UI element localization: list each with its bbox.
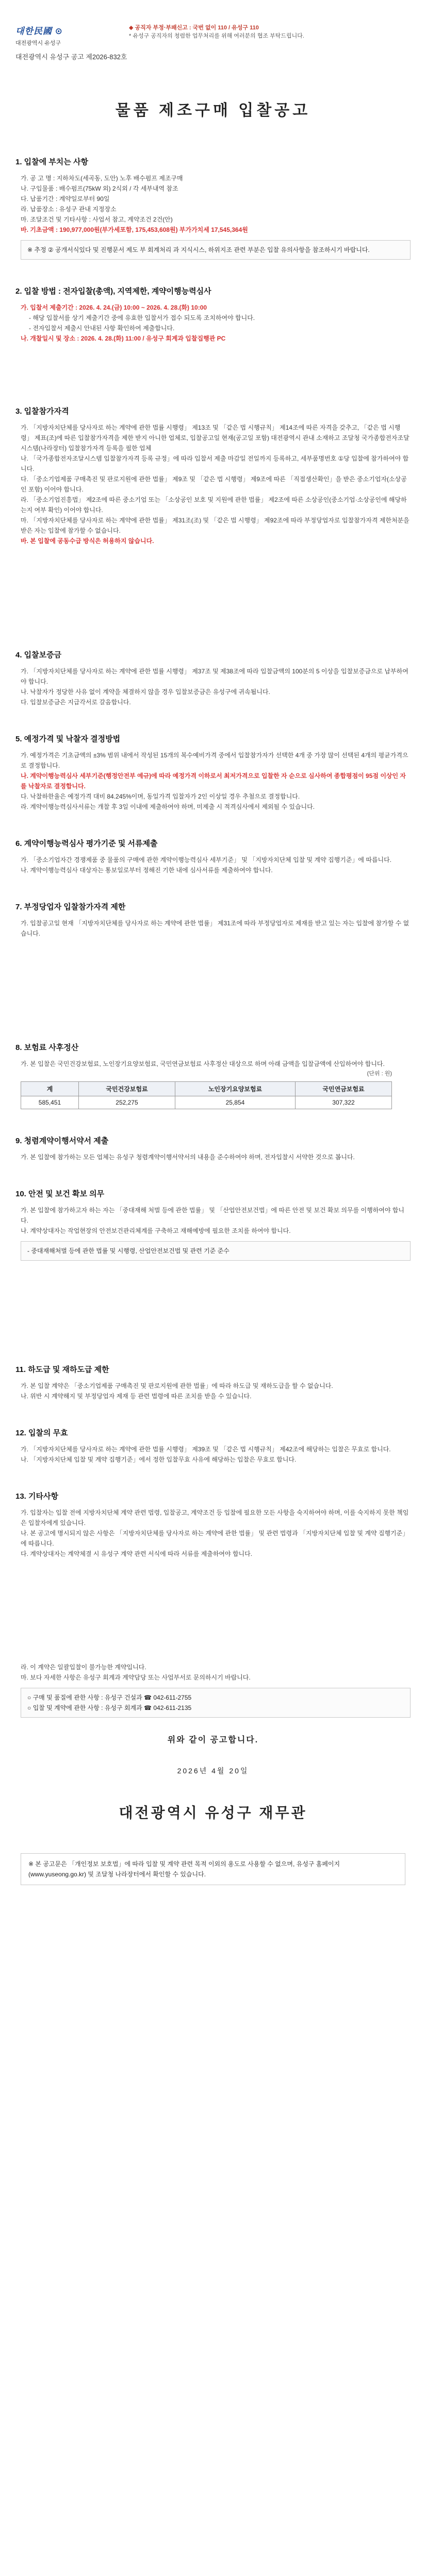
text-line: 다. 계약상대자는 계약체결 시 유성구 계약 관련 서식에 따라 서류를 제출하여야 합니다. — [21, 1550, 253, 1557]
contact-line: ○ 구매 및 품질에 관한 사항 : 유성구 건설과 ☎ 042-611-2755 — [27, 1694, 192, 1701]
contact-line: ○ 입찰 및 계약에 관한 사항 : 유성구 회계과 ☎ 042-611-2135 — [27, 1704, 192, 1711]
section-title: 11. 하도급 및 재하도급 제한 — [15, 1365, 109, 1374]
note-box: ※ 추정 ② 공개서식있다 및 진행문서 제도 부 회계처리 과 지식시스, 하위지조 관련 부분은 입찰 유의사항을 참조하시기 바랍니다. — [21, 240, 411, 260]
text-line: 가. 본 입찰은 국민건강보험료, 노인장기요양보험료, 국민연금보험료 사후정산 대상으로 하며 아래 금액을 입찰금액에 산입하여야 합니다. — [21, 1060, 385, 1067]
text-line: 다. 낙찰하한율은 예정가격 대비 84.245%이며, 동일가격 입찰자가 2인 이상일 경우 추첨으로 결정합니다. — [21, 793, 300, 800]
slogan-line-2: * 유성구 공직자의 청렴한 업무처리를 위해 여러분의 협조 부탁드립니다. — [129, 33, 304, 39]
section-10 — [15, 1188, 411, 1261]
table-cell: 307,322 — [296, 1096, 392, 1109]
slogan-line-1: ◆ 공직자 부정·부패신고 : 국번 없이 110 / 유성구 110 — [129, 25, 259, 31]
slogan — [93, 24, 411, 40]
text-line: 마. 보다 자세한 사항은 유성구 회계과 계약담당 또는 사업부서로 문의하시기 바랍니다. — [21, 1674, 251, 1681]
text-line: 바. 기초금액 : 190,977,000원(부가세포함, 175,453,608원) 부가가치세 17,545,364원 — [21, 226, 248, 233]
section-remarks — [15, 1662, 411, 1718]
section-title: 4. 입찰보증금 — [15, 651, 62, 659]
section-13 — [15, 1490, 411, 1559]
page-title: 물품 제조구매 입찰공고 — [115, 102, 311, 119]
text-line: 나. 「국가종합전자조달시스템 입찰참가자격 등록 규정」에 따라 입찰서 제출 마감일 전일까지 등록하고, 세부품명번호 ①당 입찰에 참가하여야 합니다. — [21, 455, 409, 472]
section-3 — [15, 405, 411, 546]
table-header: 노인장기요양보험료 — [175, 1082, 295, 1096]
text-line: 라. 「중소기업진흥법」 제2조에 따른 중소기업 또는 「소상공인 보호 및 지원에 관한 법률」 제2조에 따른 소상공인(중소기업·소상공인에 해당하는지 여부 확인) 이어야 합니다. — [21, 496, 407, 514]
notice-date: 2026년 4월 20일 — [177, 1767, 249, 1775]
table-cell: 25,854 — [175, 1096, 295, 1109]
section-11 — [15, 1364, 411, 1401]
section-7 — [15, 901, 411, 939]
text-line: 가. 「중소기업자간 경쟁제품 중 물품의 구매에 관한 계약이행능력심사 세부기준」 및 「지방자치단체 입찰 및 계약 집행기준」에 따릅니다. — [21, 856, 392, 863]
text-line: 라. 이 계약은 일괄입찰이 불가능한 계약입니다. — [21, 1664, 146, 1671]
text-line: 다. 입찰보증금은 지급각서로 갈음합니다. — [21, 699, 131, 706]
table-cell: 585,451 — [21, 1096, 79, 1109]
section-4 — [15, 649, 411, 707]
text-line: 라. 계약이행능력심사서류는 개찰 후 3일 이내에 제출하여야 하며, 미제출 시 적격심사에서 제외될 수 있습니다. — [21, 803, 315, 810]
text-line: 가. 공 고 명 : 지하차도(세곡동, 도안) 노후 배수펌프 제조구매 — [21, 175, 183, 182]
table-cell: 252,275 — [78, 1096, 175, 1109]
text-line: - 해당 입찰서를 상기 제출기간 중에 유효한 입찰서가 접수 되도록 조치하여야 합니다. — [29, 314, 255, 321]
text-line: 가. 입찰자는 입찰 전에 지방자치단체 계약 관련 법령, 입찰공고, 계약조건 등 입찰에 필요한 모든 사항을 숙지하여야 하며, 이를 숙지하지 못한 책임은 입찰자에게 있습니다. — [21, 1509, 409, 1527]
text-line: 가. 입찰공고일 현재 「지방자치단체를 당사자로 하는 계약에 관한 법률」 제31조에 따라 부정당업자로 제재를 받고 있는 자는 입찰에 참가할 수 없습니다. — [21, 920, 409, 937]
header — [15, 0, 411, 49]
section-5 — [15, 733, 411, 812]
section-12 — [15, 1427, 411, 1465]
text-line: 가. 「지방자치단체를 당사자로 하는 계약에 관한 법률 시행령」 제37조 및 제38조에 따라 입찰금액의 100분의 5 이상을 입찰보증금으로 납부하여야 합니다. — [21, 668, 408, 685]
table-unit: (단위 : 원) — [367, 1071, 392, 1077]
section-title: 3. 입찰참가자격 — [15, 407, 69, 416]
note-box: - 중대재해처벌 등에 관한 법률 및 시행령, 산업안전보건법 및 관련 기준 준수 — [21, 1241, 411, 1261]
text-line: 가. 입찰서 제출기간 : 2026. 4. 24.(금) 10:00 ~ 2026. 4. 28.(화) 10:00 — [21, 304, 207, 311]
table-row — [21, 1096, 392, 1109]
section-8 — [15, 1042, 411, 1109]
section-6 — [15, 838, 411, 875]
text-line: 가. 예정가격은 기초금액의 ±3% 범위 내에서 작성된 15개의 복수예비가격 중에서 입찰참가자가 선택한 4개 중 가장 많이 선택된 4개의 평균가격으로 결정합니다. — [21, 752, 408, 769]
text-line: 바. 본 입찰에 공동수급 방식은 허용하지 않습니다. — [21, 537, 154, 545]
text-line: 라. 납품장소 : 유성구 관내 지정장소 — [21, 206, 117, 213]
section-title: 8. 보험료 사후정산 — [15, 1043, 79, 1052]
section-title: 1. 입찰에 부치는 사항 — [15, 158, 88, 166]
text-line: 나. 본 공고에 명시되지 않은 사항은 「지방자치단체를 당사자로 하는 계약에 관한 법률」 및 관련 법령과 「지방자치단체 입찰 및 계약 집행기준」에 따릅니다. — [21, 1530, 409, 1547]
text-line: 나. 구입물품 : 배수펌프(75kW 외) 2식외 / 각 세부내역 참조 — [21, 185, 178, 192]
text-line: 가. 본 입찰에 참가하는 모든 업체는 유성구 청렴계약이행서약서의 내용을 준수하여야 하며, 전자입찰시 서약한 것으로 봅니다. — [21, 1154, 355, 1161]
text-line: 마. 「지방자치단체를 당사자로 하는 계약에 관한 법률」 제31조(조) 및 「같은 법 시행령」 제92조에 따라 부정당업자로 입찰참가자격 제한처분을 받은 자는 입찰에 참가할 수 없습니다. — [21, 517, 409, 534]
text-line: 마. 조달조건 및 기타사항 : 사업서 참고, 계약조건 2건(안) — [21, 216, 173, 223]
text-line: 나. 개찰일시 및 장소 : 2026. 4. 28.(화) 11:00 / 유성구 회계과 입찰집행관 PC — [21, 335, 226, 342]
table-header: 국민건강보험료 — [78, 1082, 175, 1096]
notice-number: 대전광역시 유성구 공고 제2026-832호 — [15, 53, 127, 61]
footer-note: ※ 본 공고문은 「개인정보 보호법」에 따라 입찰 및 계약 관련 목적 이외의 용도로 사용할 수 없으며, 유성구 홈페이지(www.yuseong.go.kr) 및 조달청 나라장터에서 확인할 수 있습니다. — [21, 1853, 405, 1885]
text-line: 다. 「중소기업제품 구매촉진 및 판로지원에 관한 법률」 제9조 및 「같은 법 시행령」 제9조에 따른 「직접생산확인」을 받은 중소기업자(소상공인 포함) 이어야 합니다. — [21, 476, 407, 493]
table-header-row — [21, 1082, 392, 1096]
section-title: 13. 기타사항 — [15, 1492, 58, 1501]
table-header: 계 — [21, 1082, 79, 1096]
text-line: 가. 본 입찰에 참가하고자 하는 자는 「중대재해 처벌 등에 관한 법률」 및 「산업안전보건법」에 따른 안전 및 보건 확보 의무를 이행하여야 합니다. — [21, 1207, 404, 1224]
text-line: 다. 납품기간 : 계약일로부터 90일 — [21, 195, 110, 202]
text-line: 가. 「지방자치단체를 당사자로 하는 계약에 관한 법률 시행령」 제13조 및 「같은 법 시행규칙」 제14조에 따른 자격을 갖추고, 「같은 법 시행령」 제표(조)에 따른 입찰참가자격을 제한 받지 아니한 업체로, 입찰공고일 현재(공고일 포함) 대전광역시 관내 소재하고 조달청 국가종합전자조달시스템(나라장터) 입찰참가자격 등록을 필한 업체 — [21, 424, 409, 452]
section-title: 5. 예정가격 및 낙찰자 결정방법 — [15, 735, 121, 743]
text-line: 나. 「지방자치단체 입찰 및 계약 집행기준」에서 정한 입찰무효 사유에 해당하는 입찰은 무효로 합니다. — [21, 1456, 297, 1463]
section-title: 6. 계약이행능력심사 평가기준 및 서류제출 — [15, 839, 158, 848]
closing-statement: 위와 같이 공고합니다. — [167, 1736, 259, 1744]
logo-subtext: 대전광역시 유성구 — [15, 40, 61, 46]
logo-text: 대한民國 ⊙ — [15, 26, 63, 36]
text-line: 나. 계약이행능력심사 대상자는 통보일로부터 정해진 기한 내에 심사서류를 제출하여야 합니다. — [21, 867, 273, 874]
text-line: 나. 낙찰자가 정당한 사유 없이 계약을 체결하지 않을 경우 입찰보증금은 유성구에 귀속됩니다. — [21, 688, 270, 696]
logo — [15, 24, 93, 47]
section-title: 7. 부정당업자 입찰참가자격 제한 — [15, 903, 126, 911]
text-line: 나. 위반 시 계약해지 및 부정당업자 제재 등 관련 법령에 따른 조치를 받을 수 있습니다. — [21, 1393, 252, 1400]
section-title: 9. 청렴계약이행서약서 제출 — [15, 1137, 109, 1145]
issuer-name: 대전광역시 유성구 재무관 — [119, 1805, 307, 1821]
section-2 — [15, 285, 411, 344]
text-line: - 전자입찰서 제출시 안내된 사항 확인하여 제출합니다. — [29, 325, 175, 332]
section-title: 10. 안전 및 보건 확보 의무 — [15, 1190, 105, 1198]
section-1 — [15, 156, 411, 260]
contact-box — [21, 1688, 411, 1718]
section-9 — [15, 1135, 411, 1162]
text-line: 나. 계약상대자는 작업현장의 안전보건관리체계를 구축하고 재해예방에 필요한 조치를 하여야 합니다. — [21, 1227, 291, 1234]
section-title: 12. 입찰의 무효 — [15, 1429, 68, 1437]
text-line: 가. 본 입찰 계약은 「중소기업제품 구매촉진 및 판로지원에 관한 법률」에 따라 하도급 및 재하도급을 할 수 없습니다. — [21, 1382, 333, 1389]
insurance-table — [21, 1081, 392, 1109]
section-title: 2. 입찰 방법 : 전자입찰(총액), 지역제한, 계약이행능력심사 — [15, 287, 211, 296]
text-line: 가. 「지방자치단체를 당사자로 하는 계약에 관한 법률 시행령」 제39조 및 「같은 법 시행규칙」 제42조에 해당하는 입찰은 무효로 합니다. — [21, 1446, 391, 1453]
text-line: 나. 계약이행능력심사 세부기준(행정안전부 예규)에 따라 예정가격 이하로서 최저가격으로 입찰한 자 순으로 심사하여 종합평점이 95점 이상인 자를 낙찰자로 결정합니다. — [21, 772, 406, 790]
table-header: 국민연금보험료 — [296, 1082, 392, 1096]
